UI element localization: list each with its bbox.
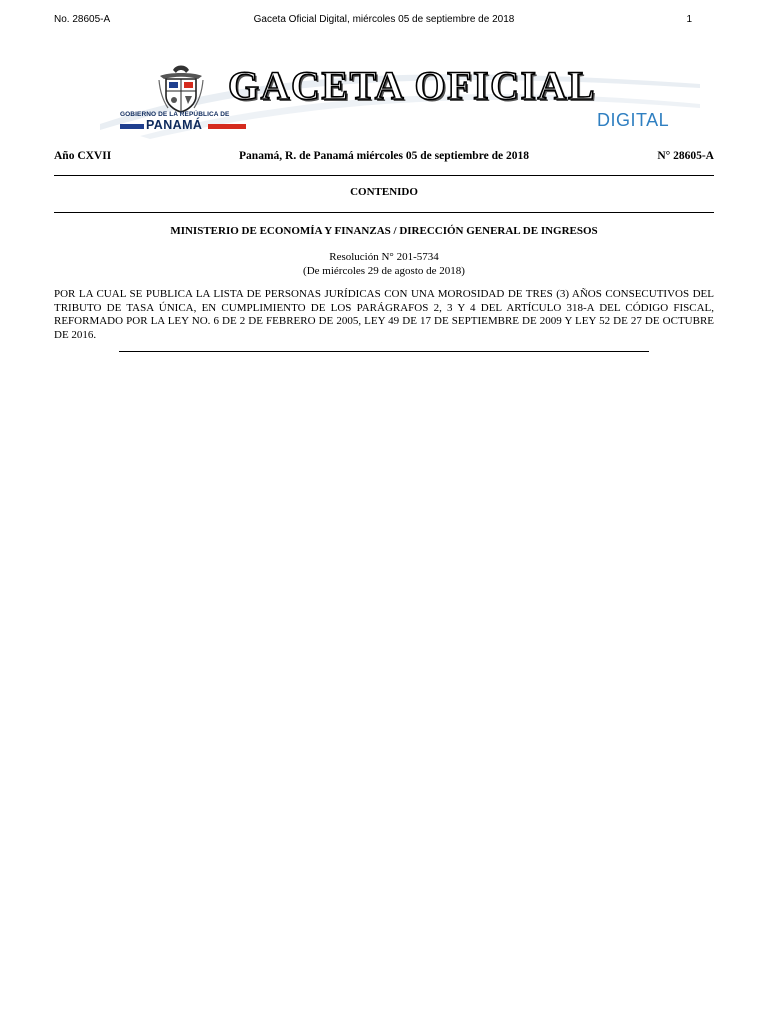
masthead [0, 48, 768, 143]
country-name: PANAMÁ [146, 118, 203, 132]
contents-heading: CONTENIDO [350, 186, 418, 198]
issue-number: N° 28605-A [657, 150, 714, 162]
coat-of-arms-icon [158, 64, 204, 114]
closing-divider [119, 351, 649, 352]
issue-code: No. 28605-A [54, 14, 111, 25]
government-line: GOBIERNO DE LA REPÚBLICA DE [120, 111, 230, 118]
running-header [0, 14, 768, 30]
issue-place-date: Panamá, R. de Panamá miércoles 05 de septiembre de 2018 [239, 150, 529, 162]
masthead-subtitle: DIGITAL [597, 110, 670, 130]
page-number: 1 [686, 14, 692, 25]
issue-year: Año CXVII [54, 150, 112, 162]
divider [54, 175, 714, 176]
running-title: Gaceta Oficial Digital, miércoles 05 de septiembre de 2018 [253, 14, 515, 25]
ministry-heading: MINISTERIO DE ECONOMÍA Y FINANZAS / DIRECCIÓN GENERAL DE INGRESOS [170, 225, 598, 237]
divider [54, 212, 714, 213]
resolution-date: (De miércoles 29 de agosto de 2018) [303, 265, 465, 277]
resolution-block [0, 250, 768, 278]
masthead-title: GACETA OFICIAL [228, 63, 597, 108]
resolution-description: POR LA CUAL SE PUBLICA LA LISTA DE PERSONAS JURÍDICAS CON UNA MOROSIDAD DE TRES (3) AÑOS CONSECUTIVOS DEL TRIBUTO DE TASA ÚNICA, EN CUMPLIMIENTO DE LOS PARÁGRAFOS 2, 3 Y 4 DEL ARTÍCULO 318-A DEL CÓDIGO FISCAL, REFORMADO POR LA LEY NO. 6 DE 2 DE FEBRERO DE 2005, LEY 49 DE 17 DE SEPTIEMBRE DE 2009 Y LEY 52 DE 27 DE OCTUBRE DE 2016. [54, 288, 714, 341]
resolution-number: Resolución N° 201-5734 [329, 251, 439, 263]
